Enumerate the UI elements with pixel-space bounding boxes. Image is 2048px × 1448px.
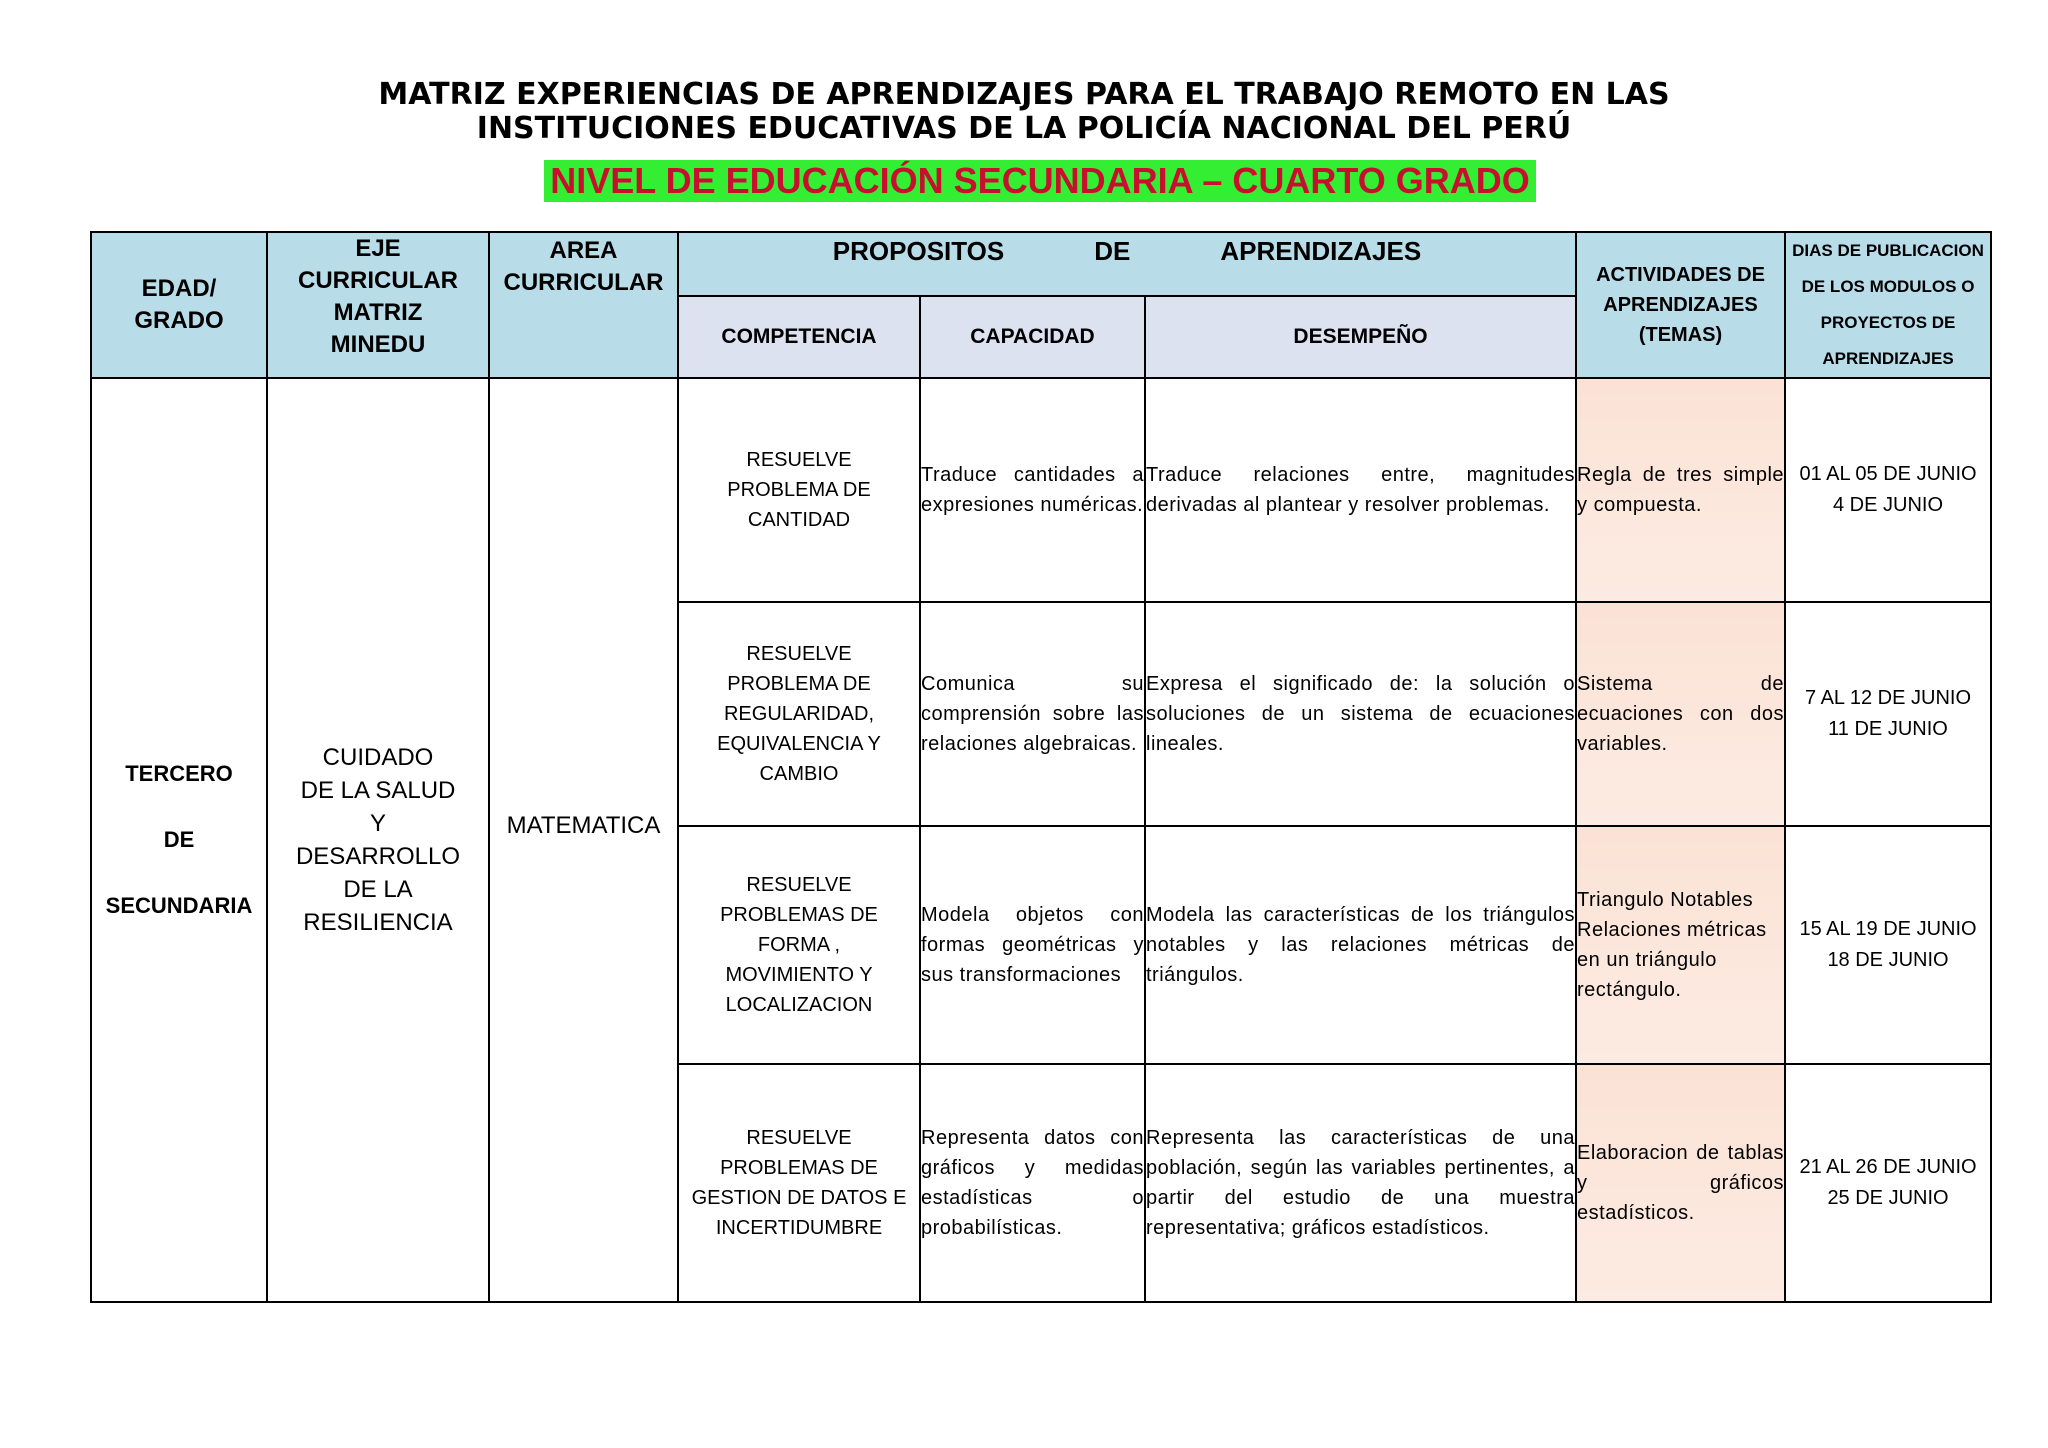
competencia-cell: RESUELVE PROBLEMAS DE FORMA , MOVIMIENTO Y LOCALIZACION — [678, 826, 920, 1064]
header-dias-publicacion: DIAS DE PUBLICACION DE LOS MODULOS O PROYECTOS DE APRENDIZAJES — [1785, 232, 1991, 378]
dias-cell: 15 AL 19 DE JUNIO 18 DE JUNIO — [1785, 826, 1991, 1064]
actividad-cell: Regla de tres simple y compuesta. — [1576, 378, 1785, 602]
capacidad-cell: Comunica su comprensión sobre las relaciones algebraicas. — [920, 602, 1145, 826]
header-actividades: ACTIVIDADES DE APRENDIZAJES (TEMAS) — [1576, 232, 1785, 378]
capacidad-cell: Representa datos con gráficos y medidas estadísticas o probabilísticas. — [920, 1064, 1145, 1302]
header-capacidad: CAPACIDAD — [920, 296, 1145, 378]
actividad-cell: Elaboracion de tablas y gráficos estadísticos. — [1576, 1064, 1785, 1302]
grado-cell: TERCERO DE SECUNDARIA — [91, 378, 267, 1302]
header-desempeno: DESEMPEÑO — [1145, 296, 1576, 378]
desempeno-cell: Expresa el significado de: la solución o soluciones de un sistema de ecuaciones lineales. — [1145, 602, 1576, 826]
dias-cell: 7 AL 12 DE JUNIO 11 DE JUNIO — [1785, 602, 1991, 826]
header-area-curricular: AREA CURRICULAR — [489, 232, 678, 378]
desempeno-cell: Modela las características de los triángulos notables y las relaciones métricas de triángulos. — [1145, 826, 1576, 1064]
desempeno-cell: Traduce relaciones entre, magnitudes derivadas al plantear y resolver problemas. — [1145, 378, 1576, 602]
level-subtitle: NIVEL DE EDUCACIÓN SECUNDARIA – CUARTO GRADO — [544, 160, 1535, 202]
table-row — [91, 378, 1991, 602]
eje-cell: CUIDADO DE LA SALUD Y DESARROLLO DE LA RESILIENCIA — [267, 378, 489, 1302]
desempeno-cell: Representa las características de una población, según las variables pertinentes, a partir del estudio de una muestra representativa; gráficos estadísticos. — [1145, 1064, 1576, 1302]
actividad-cell: Triangulo Notables Relaciones métricas en un triángulo rectángulo. — [1576, 826, 1785, 1064]
header-competencia: COMPETENCIA — [678, 296, 920, 378]
actividad-cell: Sistema de ecuaciones con dos variables. — [1576, 602, 1785, 826]
capacidad-cell: Modela objetos con formas geométricas y sus transformaciones — [920, 826, 1145, 1064]
title-line-2: INSTITUCIONES EDUCATIVAS DE LA POLICÍA NACIONAL DEL PERÚ — [476, 111, 1572, 146]
competencia-cell: RESUELVE PROBLEMA DE CANTIDAD — [678, 378, 920, 602]
header-edad-grado: EDAD/ GRADO — [91, 232, 267, 378]
dias-cell: 21 AL 26 DE JUNIO 25 DE JUNIO — [1785, 1064, 1991, 1302]
header-propositos: PROPOSITOS DE APRENDIZAJES — [678, 232, 1576, 296]
header-eje-curricular: EJE CURRICULAR MATRIZ MINEDU — [267, 232, 489, 378]
competencia-cell: RESUELVE PROBLEMA DE REGULARIDAD, EQUIVALENCIA Y CAMBIO — [678, 602, 920, 826]
area-cell: MATEMATICA — [489, 378, 678, 1302]
title-line-1: MATRIZ EXPERIENCIAS DE APRENDIZAJES PARA EL TRABAJO REMOTO EN LAS — [378, 77, 1670, 112]
capacidad-cell: Traduce cantidades a expresiones numéricas. — [920, 378, 1145, 602]
dias-cell: 01 AL 05 DE JUNIO 4 DE JUNIO — [1785, 378, 1991, 602]
learning-matrix-table — [90, 231, 1992, 1303]
document-title — [0, 78, 2048, 146]
subtitle-container — [0, 160, 2048, 202]
competencia-cell: RESUELVE PROBLEMAS DE GESTION DE DATOS E INCERTIDUMBRE — [678, 1064, 920, 1302]
